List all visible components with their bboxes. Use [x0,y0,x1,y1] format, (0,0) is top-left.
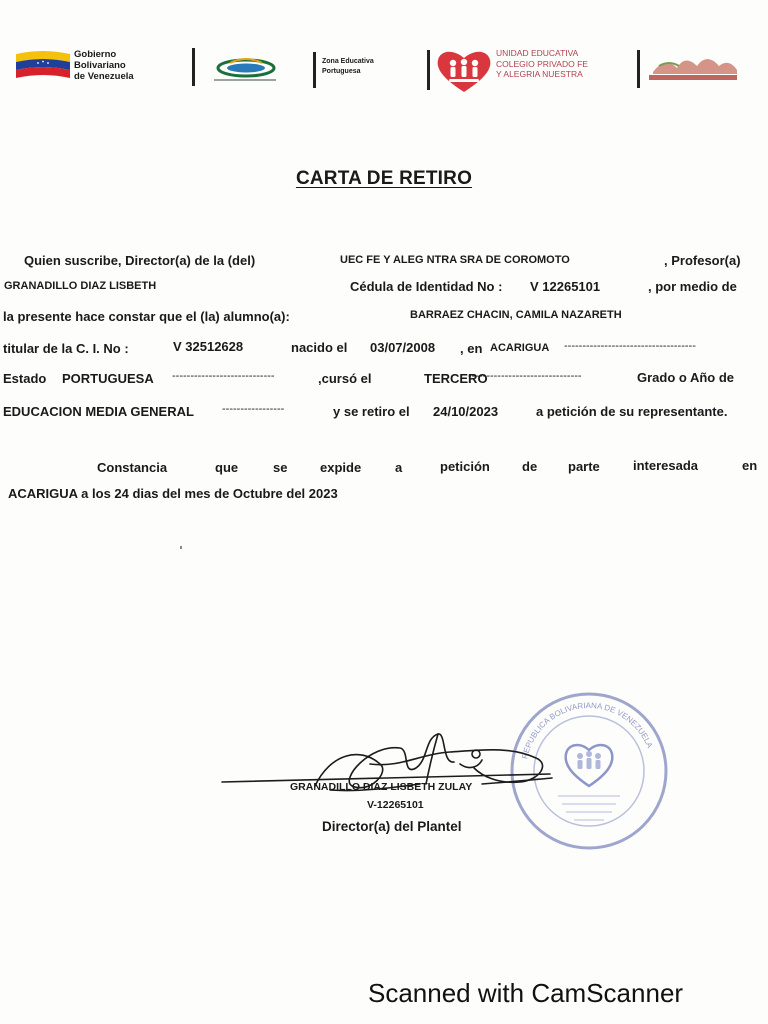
patria-logo-icon [645,50,741,86]
signer-name: GRANADILLO DIAZ LISBETH ZULAY [290,781,473,793]
text-segment: ,cursó el [318,371,372,386]
document-title: CARTA DE RETIRO [295,168,473,189]
header-divider [637,50,640,88]
text-segment: Quien suscribe, Director(a) de la (del) [24,253,256,268]
word: expide [320,460,362,475]
teacher-field: GRANADILLO DIAZ LISBETH [4,280,157,292]
word: que [215,460,239,475]
word: en [742,458,758,473]
fill-dashes: ---------------------------- [172,370,275,382]
text-segment: nacido el [291,340,348,355]
text-segment: , por medio de [648,279,737,294]
text-segment: Cédula de Identidad No : [350,279,503,294]
word: a [395,460,403,475]
word: Constancia [97,460,168,475]
scanner-watermark: Scanned with CamScanner [368,978,684,1008]
state-field: PORTUGUESA [62,371,154,386]
birth-city-field: ACARIGUA [490,342,550,354]
fill-dashes: ------------------------------- [468,370,582,382]
withdrawal-date-field: 24/10/2023 [433,404,499,419]
word: petición [440,459,490,474]
text-segment: , en [460,341,483,356]
school-field: UEC FE Y ALEG NTRA SRA DE COROMOTO [340,254,570,266]
word: de [522,459,538,474]
text-segment: la presente hace constar que el (la) alumno(a): [3,309,290,324]
grade-field: TERCERO [424,371,488,386]
venezuela-flag-icon [16,50,70,80]
education-level-field: EDUCACION MEDIA GENERAL [3,404,194,419]
issuance-place-date: ACARIGUA a los 24 dias del mes de Octubre del 2023 [8,486,338,501]
word: se [273,460,288,475]
fill-dashes: ------------------------------------ [564,340,696,352]
fill-dashes: ----------------- [222,403,285,415]
word: parte [568,459,600,474]
header-divider [427,50,430,90]
letterhead [0,40,768,100]
teacher-id-field: V 12265101 [530,279,601,294]
education-zone-name: Zona Educativa Portuguesa [322,58,374,75]
svg-text:REPUBLICA BOLIVARIANA DE VENEZ: REPUBLICA BOLIVARIANA DE VENEZUELA [520,700,655,760]
word: interesada [633,458,699,473]
header-divider [313,52,316,88]
ministry-logo-icon [204,52,284,86]
birth-date-field: 03/07/2008 [370,340,436,355]
student-id-field: V 32512628 [173,339,244,354]
school-name: UNIDAD EDUCATIVA COLEGIO PRIVADO FE Y ALEGRIA NUESTRA [496,48,588,79]
signer-role: Director(a) del Plantel [322,819,462,834]
text-segment: , Profesor(a) [664,253,741,268]
header-divider [192,48,195,86]
signer-id: V-12265101 [367,799,424,811]
student-name-field: BARRAEZ CHACIN, CAMILA NAZARETH [410,309,622,321]
scan-speck [180,546,182,549]
text-segment: Grado o Año de [637,370,735,385]
text-segment: titular de la C. I. No : [3,341,129,356]
text-segment: a petición de su representante. [536,404,728,419]
text-segment: Estado [3,371,47,386]
heart-children-logo-icon [436,48,492,94]
government-name: Gobierno Bolivariano de Venezuela [74,49,134,82]
text-segment: y se retiro el [333,404,410,419]
